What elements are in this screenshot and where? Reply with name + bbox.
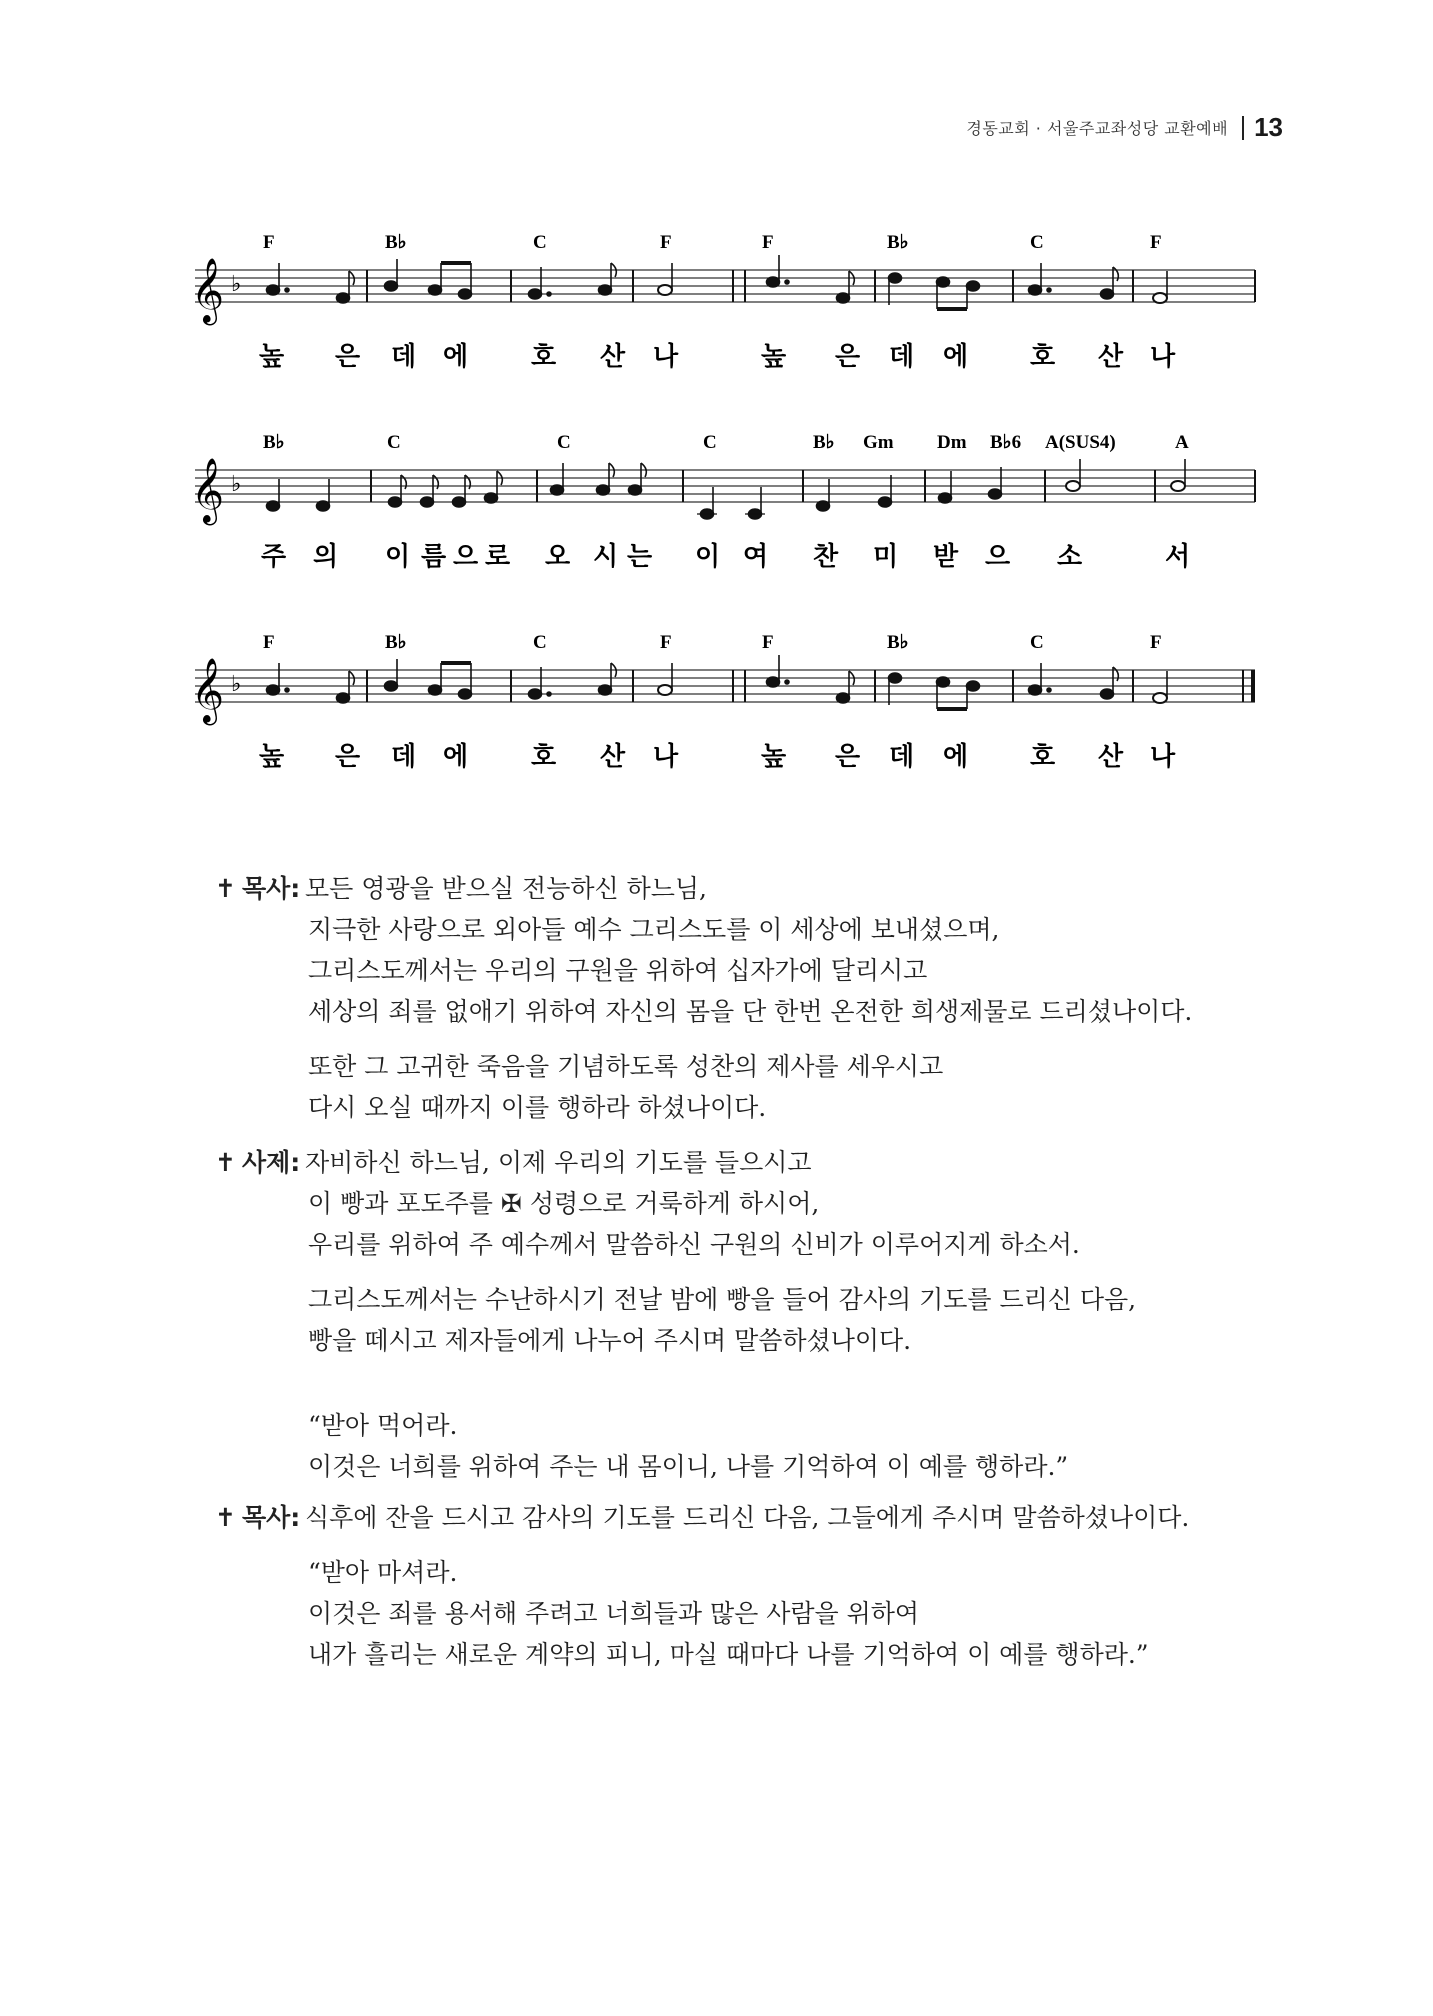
chord: C <box>557 432 571 453</box>
lyric-syllable: 데 <box>889 342 915 372</box>
treble-clef-icon: 𝄞 <box>191 458 225 523</box>
chord: B♭6 <box>990 432 1022 453</box>
text-line: 우리를 위하여 주 예수께서 말씀하신 구원의 신비가 이루어지게 하소서. <box>308 1230 1080 1259</box>
quote-line: “받아 마셔라. <box>308 1558 458 1587</box>
quote-line: “받아 먹어라. <box>308 1411 458 1440</box>
header-divider <box>1242 116 1244 140</box>
lyric-syllable: 시 <box>593 542 619 572</box>
lyric-syllable: 호 <box>531 342 557 372</box>
chord: C <box>533 232 547 253</box>
lyric-syllable: 서 <box>1165 542 1191 572</box>
lyrics <box>261 541 1190 572</box>
speaker-name: 목사: <box>241 1503 301 1532</box>
text-line: 지극한 사랑으로 외아들 예수 그리스도를 이 세상에 보내셨으며, <box>308 915 1000 944</box>
page-number: 13 <box>1254 112 1283 142</box>
flat-key-signature-icon: ♭ <box>231 272 242 297</box>
chord: F <box>1150 632 1162 653</box>
chord: A(SUS4) <box>1045 432 1116 453</box>
quote-line: 내가 흘리는 새로운 계약의 피니, 마실 때마다 나를 기억하여 이 예를 행하라.” <box>308 1640 1149 1669</box>
cross-icon: ✝ <box>215 874 236 903</box>
cross-icon: ✝ <box>215 1503 236 1532</box>
lyric-syllable: 높 <box>259 342 285 372</box>
chord: B♭ <box>385 232 407 253</box>
treble-clef-icon: 𝄞 <box>191 658 225 723</box>
text-line: 또한 그 고귀한 죽음을 기념하도록 성찬의 제사를 세우시고 <box>308 1052 944 1081</box>
cross-icon: ✝ <box>215 1148 236 1177</box>
lyric-syllable: 름 <box>421 542 447 572</box>
lyric-syllable: 찬 <box>813 542 839 572</box>
text-line: 그리스도께서는 수난하시기 전날 밤에 빵을 들어 감사의 기도를 드리신 다음, <box>308 1285 1137 1314</box>
text-line: 모든 영광을 받으실 전능하신 하느님, <box>305 874 707 903</box>
header-title: 경동교회 · 서울주교좌성당 교환예배 <box>966 119 1229 138</box>
speaker-name: 목사: <box>241 874 301 903</box>
lyric-syllable: 호 <box>1030 742 1056 772</box>
chord: C <box>533 632 547 653</box>
lyric-syllable: 데 <box>391 742 417 772</box>
chord: F <box>762 232 774 253</box>
speaker-label <box>215 1497 305 1538</box>
section-pastor-2 <box>215 1497 1265 1675</box>
staff-lines <box>195 270 1255 302</box>
speaker-line <box>215 1497 1265 1538</box>
notes <box>267 255 1168 309</box>
chord: F <box>660 632 672 653</box>
staff-3 <box>191 625 1270 775</box>
text-line: 다시 오실 때까지 이를 행하라 하셨나이다. <box>308 1093 767 1122</box>
chord: C <box>703 432 717 453</box>
lyric-syllable: 으 <box>985 542 1011 572</box>
chord: F <box>1150 232 1162 253</box>
staff-1 <box>191 225 1270 375</box>
lyric-syllable: 미 <box>873 542 899 572</box>
lyric-syllable: 호 <box>1030 342 1056 372</box>
lyric-syllable: 에 <box>443 742 469 772</box>
chord: B♭ <box>887 232 909 253</box>
chord: A <box>1175 432 1189 453</box>
lyric-syllable: 이 <box>695 542 721 572</box>
music-system-3 <box>191 625 1270 775</box>
text-line: 자비하신 하느님, 이제 우리의 기도를 들으시고 <box>305 1148 812 1177</box>
chord: Dm <box>937 432 967 453</box>
lyric-syllable: 호 <box>531 742 557 772</box>
speaker-line <box>215 1142 1265 1183</box>
flat-key-signature-icon: ♭ <box>231 472 242 497</box>
chord: F <box>263 232 275 253</box>
lyric-syllable: 의 <box>313 542 339 572</box>
lyric-syllable: 산 <box>600 742 626 772</box>
notes <box>267 655 1168 709</box>
page-header <box>966 112 1283 143</box>
chord: F <box>660 232 672 253</box>
lyric-syllable: 산 <box>1098 342 1124 372</box>
lyric-syllable: 산 <box>1098 742 1124 772</box>
lyric-syllable: 나 <box>653 342 679 372</box>
lyric-syllable: 에 <box>943 342 969 372</box>
lyric-syllable: 은 <box>835 342 861 372</box>
lyric-syllable: 은 <box>335 742 361 772</box>
lyric-syllable: 은 <box>835 742 861 772</box>
chord: F <box>762 632 774 653</box>
lyrics <box>259 341 1176 372</box>
treble-clef-icon: 𝄞 <box>191 258 225 323</box>
text-line: 빵을 떼시고 제자들에게 나누어 주시며 말씀하셨나이다. <box>308 1326 912 1355</box>
lyric-syllable: 오 <box>545 542 571 572</box>
speaker-label <box>215 868 305 909</box>
staff-lines <box>195 470 1255 502</box>
notes <box>267 459 1186 519</box>
text-fragment: 성령으로 거룩하게 하시어, <box>529 1189 820 1218</box>
chord: B♭ <box>385 632 407 653</box>
staff-2 <box>191 425 1270 575</box>
lyric-syllable: 나 <box>653 742 679 772</box>
lyric-syllable: 로 <box>485 542 511 572</box>
lyric-syllable: 산 <box>600 342 626 372</box>
text-line: 그리스도께서는 우리의 구원을 위하여 십자가에 달리시고 <box>308 956 928 985</box>
lyrics <box>259 741 1176 772</box>
section-priest <box>215 1142 1265 1487</box>
text-fragment: 이 빵과 포도주를 <box>308 1189 493 1218</box>
lyric-syllable: 데 <box>889 742 915 772</box>
chord: B♭ <box>887 632 909 653</box>
lyric-syllable: 나 <box>1150 342 1176 372</box>
chord: C <box>387 432 401 453</box>
section-pastor-1 <box>215 868 1265 1128</box>
chord: Gm <box>863 432 894 453</box>
chord: B♭ <box>813 432 835 453</box>
sign-of-cross-icon: ✠ <box>500 1189 522 1218</box>
chord: B♭ <box>263 432 285 453</box>
lyric-syllable: 으 <box>453 542 479 572</box>
lyric-syllable: 소 <box>1057 542 1083 572</box>
lyric-syllable: 이 <box>385 542 411 572</box>
lyric-syllable: 높 <box>761 342 787 372</box>
speaker-name: 사제: <box>241 1148 301 1177</box>
lyric-syllable: 데 <box>391 342 417 372</box>
speaker-line <box>215 868 1265 909</box>
speaker-label <box>215 1142 305 1183</box>
text-line: 식후에 잔을 드시고 감사의 기도를 드리신 다음, 그들에게 주시며 말씀하셨나이다. <box>305 1503 1190 1532</box>
lyric-syllable: 은 <box>335 342 361 372</box>
lyric-syllable: 여 <box>743 542 769 572</box>
liturgy-text <box>215 868 1265 1675</box>
lyric-syllable: 주 <box>261 542 287 572</box>
lyric-syllable: 는 <box>627 542 653 572</box>
text-line-with-symbol <box>215 1183 1265 1224</box>
lyric-syllable: 에 <box>443 342 469 372</box>
chord: F <box>263 632 275 653</box>
lyric-syllable: 나 <box>1150 742 1176 772</box>
staff-lines <box>195 670 1255 702</box>
chord: C <box>1030 232 1044 253</box>
flat-key-signature-icon: ♭ <box>231 672 242 697</box>
text-line: 세상의 죄를 없애기 위하여 자신의 몸을 단 한번 온전한 희생제물로 드리셨나이다. <box>308 997 1193 1026</box>
lyric-syllable: 높 <box>259 742 285 772</box>
quote-line: 이것은 너희를 위하여 주는 내 몸이니, 나를 기억하여 이 예를 행하라.” <box>308 1452 1069 1481</box>
lyric-syllable: 에 <box>943 742 969 772</box>
lyric-syllable: 높 <box>761 742 787 772</box>
lyric-syllable: 받 <box>933 542 959 572</box>
quote-line: 이것은 죄를 용서해 주려고 너희들과 많은 사람을 위하여 <box>308 1599 920 1628</box>
chord: C <box>1030 632 1044 653</box>
music-system-2 <box>191 425 1270 575</box>
music-system-1 <box>191 225 1270 375</box>
